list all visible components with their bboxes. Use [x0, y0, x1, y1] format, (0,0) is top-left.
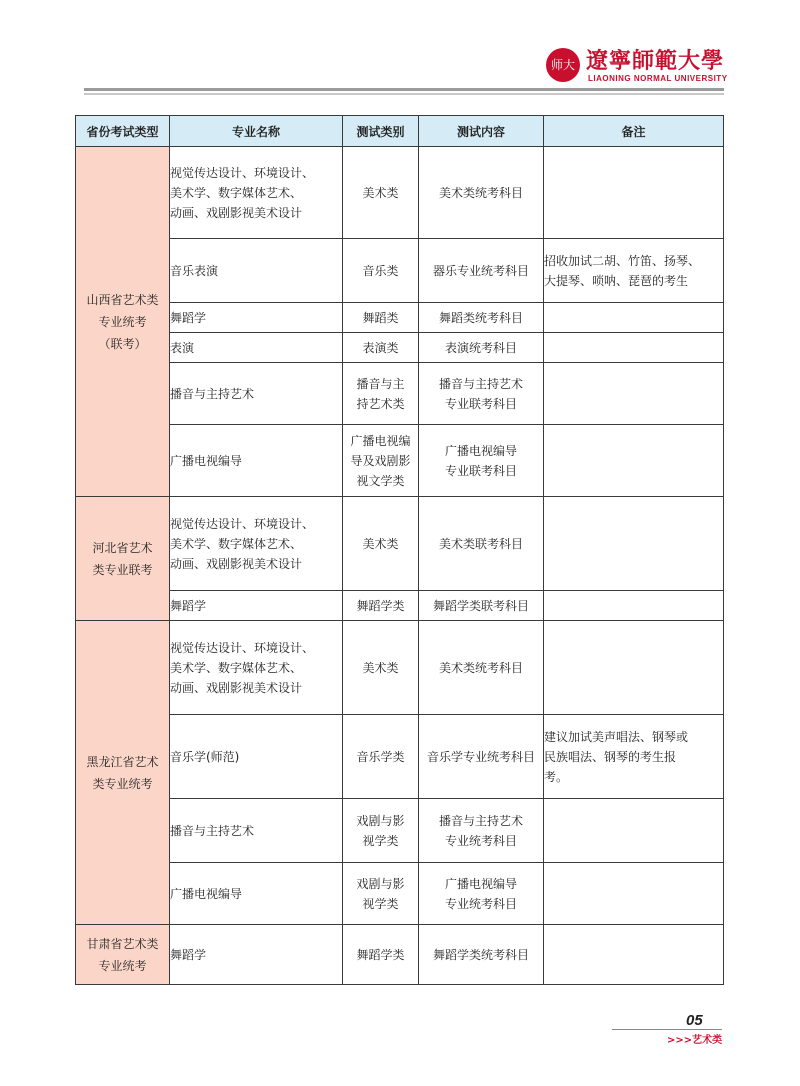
header-category: 测试类别 [343, 116, 419, 147]
table-row [76, 497, 724, 591]
major-name: 视觉传达设计、环境设计、 美术学、数字媒体艺术、 动画、戏剧影视美术设计 [170, 497, 343, 591]
major-name: 视觉传达设计、环境设计、 美术学、数字媒体艺术、 动画、戏剧影视美术设计 [170, 147, 343, 239]
header-province: 省份考试类型 [76, 116, 170, 147]
major-name: 舞蹈学 [170, 303, 343, 333]
province-exam-type: 河北省艺术 类专业联考 [76, 497, 170, 621]
remark [544, 147, 724, 239]
table-row [76, 799, 724, 863]
test-content: 美术类联考科目 [419, 497, 544, 591]
table-row [76, 239, 724, 303]
test-content: 播音与主持艺术 专业联考科目 [419, 363, 544, 425]
table-row [76, 425, 724, 497]
major-name: 广播电视编导 [170, 863, 343, 925]
test-category: 美术类 [343, 497, 419, 591]
major-name: 视觉传达设计、环境设计、 美术学、数字媒体艺术、 动画、戏剧影视美术设计 [170, 621, 343, 715]
major-name: 舞蹈学 [170, 591, 343, 621]
table-header-row [76, 116, 724, 147]
university-name-en: LIAONING NORMAL UNIVERSITY [588, 74, 728, 83]
test-content: 播音与主持艺术 专业统考科目 [419, 799, 544, 863]
major-name: 音乐表演 [170, 239, 343, 303]
remark [544, 303, 724, 333]
page-number: 05 [686, 1012, 703, 1029]
section-tag: >>>艺术类 [667, 1035, 723, 1046]
table-body [76, 147, 724, 985]
remark [544, 497, 724, 591]
header-content: 测试内容 [419, 116, 544, 147]
remark [544, 425, 724, 497]
test-content: 舞蹈类统考科目 [419, 303, 544, 333]
table-row [76, 303, 724, 333]
test-category: 美术类 [343, 621, 419, 715]
university-seal-icon: 师大 [546, 48, 580, 82]
major-name: 音乐学(师范) [170, 715, 343, 799]
test-content: 舞蹈学类统考科目 [419, 925, 544, 985]
test-category: 舞蹈学类 [343, 591, 419, 621]
major-name: 播音与主持艺术 [170, 799, 343, 863]
remark: 招收加试二胡、竹笛、扬琴、 大提琴、唢呐、琵琶的考生 [544, 239, 724, 303]
test-content: 表演统考科目 [419, 333, 544, 363]
test-content: 美术类统考科目 [419, 147, 544, 239]
footer-rule [612, 1029, 722, 1030]
header-rule-thin [84, 93, 724, 95]
test-category: 广播电视编 导及戏剧影 视文学类 [343, 425, 419, 497]
table-row [76, 363, 724, 425]
admission-table [75, 115, 724, 985]
remark [544, 925, 724, 985]
test-content: 音乐学专业统考科目 [419, 715, 544, 799]
table-row [76, 147, 724, 239]
test-content: 广播电视编导 专业统考科目 [419, 863, 544, 925]
test-category: 音乐类 [343, 239, 419, 303]
test-category: 戏剧与影 视学类 [343, 863, 419, 925]
university-name-cn: 遼寧師範大學 [586, 48, 725, 74]
province-exam-type: 山西省艺术类 专业统考 （联考） [76, 147, 170, 497]
province-exam-type: 黑龙江省艺术 类专业统考 [76, 621, 170, 925]
remark [544, 333, 724, 363]
table-row [76, 333, 724, 363]
table-row [76, 621, 724, 715]
remark: 建议加试美声唱法、钢琴或 民族唱法、钢琴的考生报 考。 [544, 715, 724, 799]
test-category: 美术类 [343, 147, 419, 239]
table-row [76, 863, 724, 925]
test-content: 器乐专业统考科目 [419, 239, 544, 303]
table-row [76, 715, 724, 799]
test-category: 戏剧与影 视学类 [343, 799, 419, 863]
major-name: 舞蹈学 [170, 925, 343, 985]
test-content: 舞蹈学类联考科目 [419, 591, 544, 621]
header-rule [84, 88, 724, 91]
remark [544, 621, 724, 715]
header-major: 专业名称 [170, 116, 343, 147]
test-category: 舞蹈学类 [343, 925, 419, 985]
test-content: 广播电视编导 专业联考科目 [419, 425, 544, 497]
test-content: 美术类统考科目 [419, 621, 544, 715]
remark [544, 591, 724, 621]
test-category: 音乐学类 [343, 715, 419, 799]
table-row [76, 591, 724, 621]
province-exam-type: 甘肃省艺术类 专业统考 [76, 925, 170, 985]
remark [544, 799, 724, 863]
major-name: 表演 [170, 333, 343, 363]
table-row [76, 925, 724, 985]
remark [544, 863, 724, 925]
university-logo [546, 44, 736, 88]
header-note: 备注 [544, 116, 724, 147]
major-name: 播音与主持艺术 [170, 363, 343, 425]
test-category: 表演类 [343, 333, 419, 363]
remark [544, 363, 724, 425]
test-category: 舞蹈类 [343, 303, 419, 333]
major-name: 广播电视编导 [170, 425, 343, 497]
test-category: 播音与主 持艺术类 [343, 363, 419, 425]
